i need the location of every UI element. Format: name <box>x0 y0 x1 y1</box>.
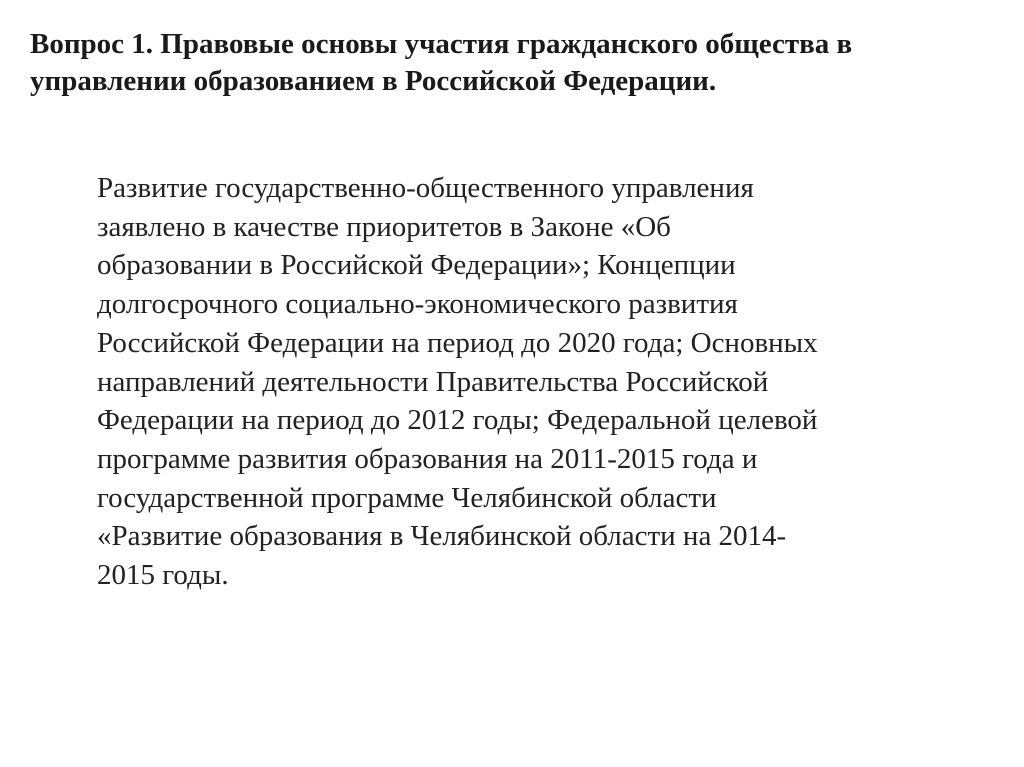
body-line-11: 2015 годы. <box>97 559 229 592</box>
slide-title-line-1: Вопрос 1. Правовые основы участия гражданского общества в <box>30 28 853 60</box>
body-line-10: «Развитие образования в Челябинской области на 2014- <box>97 520 787 553</box>
body-line-5: Российской Федерации на период до 2020 года; Основных <box>97 326 818 359</box>
slide-title-line-2: управлении образованием в Российской Федерации. <box>30 65 717 97</box>
body-line-8: программе развития образования на 2011-2015 года и <box>97 442 758 475</box>
body-line-3: образовании в Российской Федерации»; Концепции <box>97 249 736 282</box>
body-line-4: долгосрочного социально-экономического развития <box>97 288 738 321</box>
slide-title <box>30 26 1005 100</box>
body-line-1: Развитие государственно-общественного управления <box>97 172 754 204</box>
slide-body-paragraph <box>97 169 977 595</box>
body-line-6: направлений деятельности Правительства Российской <box>97 365 769 398</box>
body-line-9: государственной программе Челябинской области <box>97 481 717 514</box>
body-line-2: заявлено в качестве приоритетов в Законе «Об <box>97 210 671 243</box>
body-line-7: Федерации на период до 2012 годы; Федеральной целевой <box>97 404 818 437</box>
